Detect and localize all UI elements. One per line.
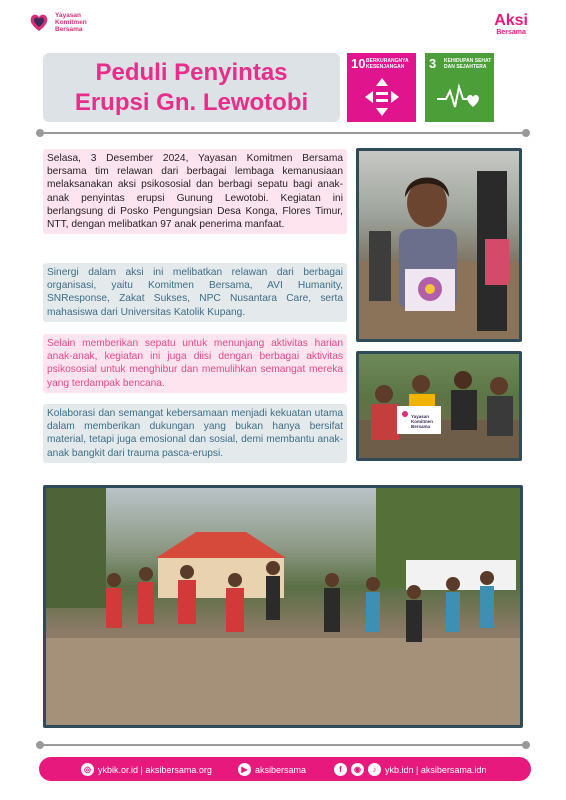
org-name-line3: Bersama [55,25,83,33]
sdg-3-badge [425,53,494,122]
equality-arrows-icon [365,78,399,116]
footer-web[interactable] [81,763,212,776]
bottom-divider [36,741,530,749]
org-name-line2: Komitmen [55,18,87,26]
footer-web-text: ykbik.or.id | aksibersama.org [98,764,212,775]
aksi-bersama-logo [494,13,528,37]
org-name-line1: Yayasan [55,11,82,19]
footer-youtube-text: aksibersama [255,764,307,775]
footer-social[interactable] [334,763,486,776]
paragraph-intro: Selasa, 3 Desember 2024, Yayasan Komitmen Bersama bersama tim relawan dari berbagai lembaga kemanusiaan melaksanakan aksi psikososial dan berbagi sepatu bagi anak-anak penyintas erupsi Gunung Lewotobi. Kegiatan ini berlangsung di Posko Pengungsian Desa Konga, Flores Timur, NTT, dengan melibatkan 97 anak penerima manfaat. [43,149,347,234]
paragraph-partners: Sinergi dalam aksi ini melibatkan relawan dari berbagai organisasi, yaitu Komitmen Bersama, AVI Humanity, SNResponse, Zakat Sukses, NPC Nusantara Care, serta mahasiswa dari Universitas Katolik Kupang. [43,263,347,322]
brand-line2: Bersama [496,29,526,36]
footer-bar [39,757,531,781]
sign-text: Yayasan Komitmen Bersama [411,414,434,429]
globe-icon: ◎ [81,763,94,776]
sdg-10-label: BERKURANGNYA KESENJANGAN [366,58,409,70]
instagram-icon: ◉ [351,763,364,776]
facebook-icon: f [334,763,347,776]
tiktok-icon: ♪ [368,763,381,776]
sdg-3-number: 3 [429,56,437,71]
page-title-line2: Erupsi Gn. Lewotobi [74,89,309,116]
sdg-10-badge [347,53,416,122]
photo-girl-with-drawing [356,148,522,342]
page-title-line1: Peduli Penyintas [95,59,288,86]
footer-youtube[interactable] [238,763,306,776]
photo-children-activity [43,485,523,728]
paragraph-activities: Selain memberikan sepatu untuk menunjang aktivitas harian anak-anak, kegiatan ini juga diisi dengan berbagai aktivitas psikososial untuk menghibur dan memulihkan semangat mereka yang terdampak bencana. [43,334,347,393]
sdg-3-label: KEHIDUPAN SEHAT DAN SEJAHTERA [444,58,492,70]
title-box [43,53,340,122]
org-logo [28,11,87,33]
sdg-10-number: 10 [351,56,366,71]
top-divider [36,129,530,137]
paragraph-collaboration: Kolaborasi dan semangat kebersamaan menjadi kekuatan utama dalam memberikan dukungan yang bukan hanya bersifat material, tetapi juga emosional dan sosial, demi membantu anak-anak bangkit dari trauma pasca-erupsi. [43,404,347,463]
youtube-icon: ▶ [238,763,251,776]
brand-line1: Aksi [494,12,528,29]
footer-social-text: ykb.idn | aksibersama.idn [385,764,487,775]
heart-hands-icon [28,11,50,33]
heartbeat-icon [437,83,481,113]
photo-group-with-sign [356,351,522,461]
